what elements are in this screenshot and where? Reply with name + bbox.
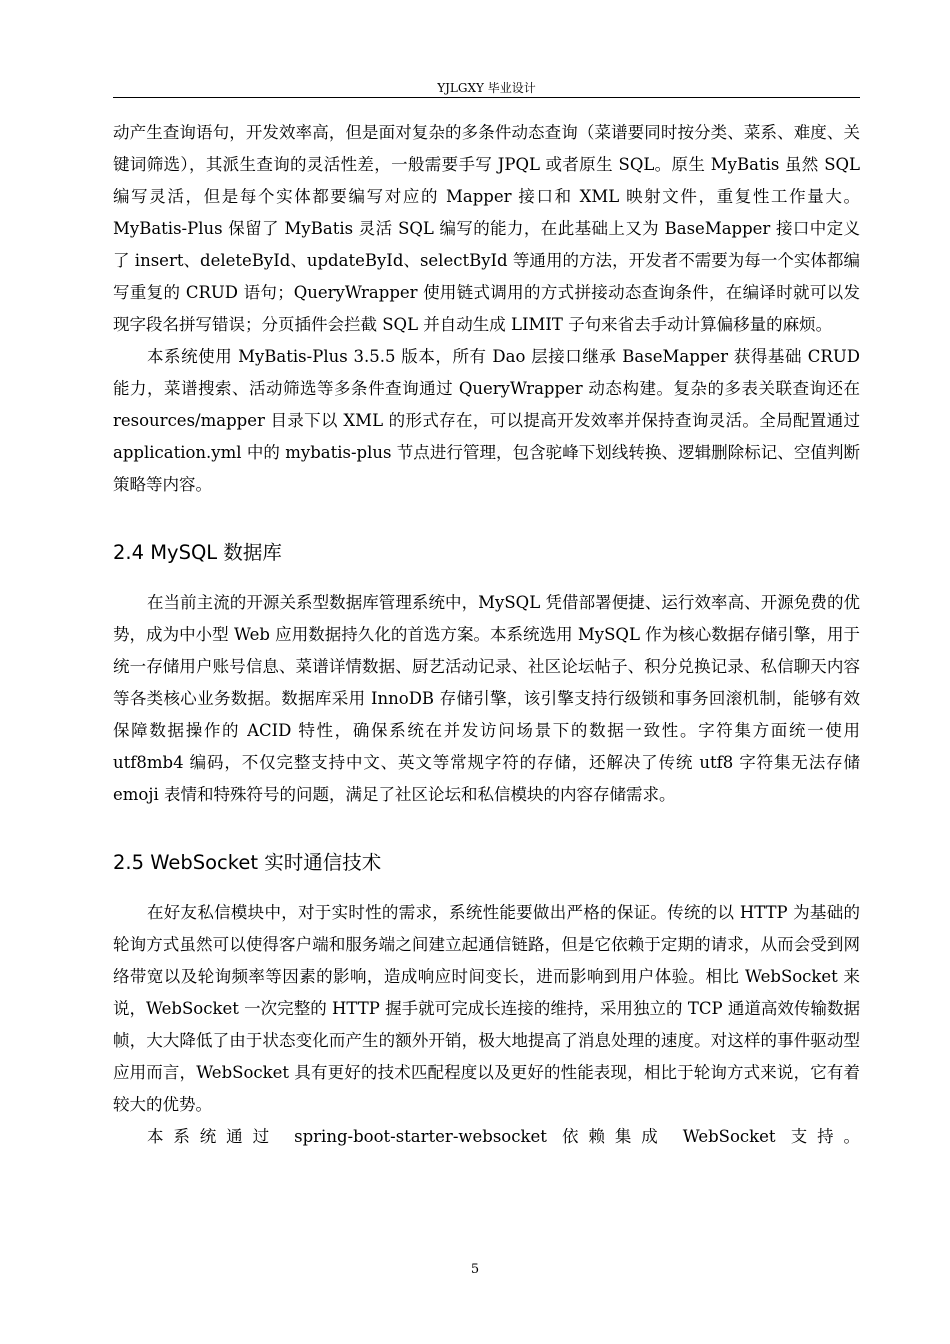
section-heading-websocket: 2.5 WebSocket 实时通信技术 xyxy=(113,851,382,874)
intro-paragraph-1: 动产生查询语句，开发效率高，但是面对复杂的多条件动态查询（菜谱要同时按分类、菜系、难度、关键词筛选），其派生查询的灵活性差，一般需要手写 JPQL 或者原生 SQL。原生 MyBatis 虽然 SQL 编写灵活，但是每个实体都要编写对应的 Mapper 接口和 XML 映射文件，重复性工作量大。MyBatis-Plus 保留了 MyBatis 灵活 SQL 编写的能力，在此基础上又为 BaseMapper 接口中定义了 insert、deleteById、updateById、selectById 等通用的方法，开发者不需要为每一个实体都编写重复的 CRUD 语句；QueryWrapper 使用链式调用的方式拼接动态查询条件，在编译时就可以发现字段名拼写错误；分页插件会拦截 SQL 并自动生成 LIMIT 子句来省去手动计算偏移量的麻烦。 xyxy=(113,123,860,334)
websocket-paragraph-2: 本系统通过 spring-boot-starter-websocket 依赖集成 WebSocket 支持。 xyxy=(147,1127,860,1146)
intro-paragraph-2: 本系统使用 MyBatis-Plus 3.5.5 版本，所有 Dao 层接口继承 BaseMapper 获得基础 CRUD 能力，菜谱搜索、活动筛选等多条件查询通过 QueryWrapper 动态构建。复杂的多表关联查询还在 resources/mapper 目录下以 XML 的形式存在，可以提高开发效率并保持查询灵活。全局配置通过 application.yml 中的 mybatis-plus 节点进行管理，包含驼峰下划线转换、逻辑删除标记、空值判断策略等内容。 xyxy=(113,347,860,494)
mysql-paragraph-1: 在当前主流的开源关系型数据库管理系统中，MySQL 凭借部署便捷、运行效率高、开源免费的优势，成为中小型 Web 应用数据持久化的首选方案。本系统选用 MySQL 作为核心数据存储引擎，用于统一存储用户账号信息、菜谱详情数据、厨艺活动记录、社区论坛帖子、积分兑换记录、私信聊天内容等各类核心业务数据。数据库采用 InnoDB 存储引擎，该引擎支持行级锁和事务回滚机制，能够有效保障数据操作的 ACID 特性，确保系统在并发访问场景下的数据一致性。字符集方面统一使用 utf8mb4 编码，不仅完整支持中文、英文等常规字符的存储，还解决了传统 utf8 字符集无法存储 emoji 表情和特殊符号的问题，满足了社区论坛和私信模块的内容存储需求。 xyxy=(113,593,860,804)
section-heading-mysql: 2.4 MySQL 数据库 xyxy=(113,541,282,564)
page-number: 5 xyxy=(470,1262,480,1277)
running-header: YJLGXY 毕业设计 xyxy=(437,81,536,95)
page-body xyxy=(113,117,860,1153)
header-rule xyxy=(113,97,860,98)
websocket-paragraph-1: 在好友私信模块中，对于实时性的需求，系统性能要做出严格的保证。传统的以 HTTP 为基础的轮询方式虽然可以使得客户端和服务端之间建立起通信链路，但是它依赖于定期的请求，从而会受到网络带宽以及轮询频率等因素的影响，造成响应时间变长，进而影响到用户体验。相比 WebSocket 来说，WebSocket 一次完整的 HTTP 握手就可完成长连接的维持，采用独立的 TCP 通道高效传输数据帧，大大降低了由于状态变化而产生的额外开销，极大地提高了消息处理的速度。对这样的事件驱动型应用而言，WebSocket 具有更好的技术匹配程度以及更好的性能表现，相比于轮询方式来说，它有着较大的优势。 xyxy=(113,903,860,1114)
